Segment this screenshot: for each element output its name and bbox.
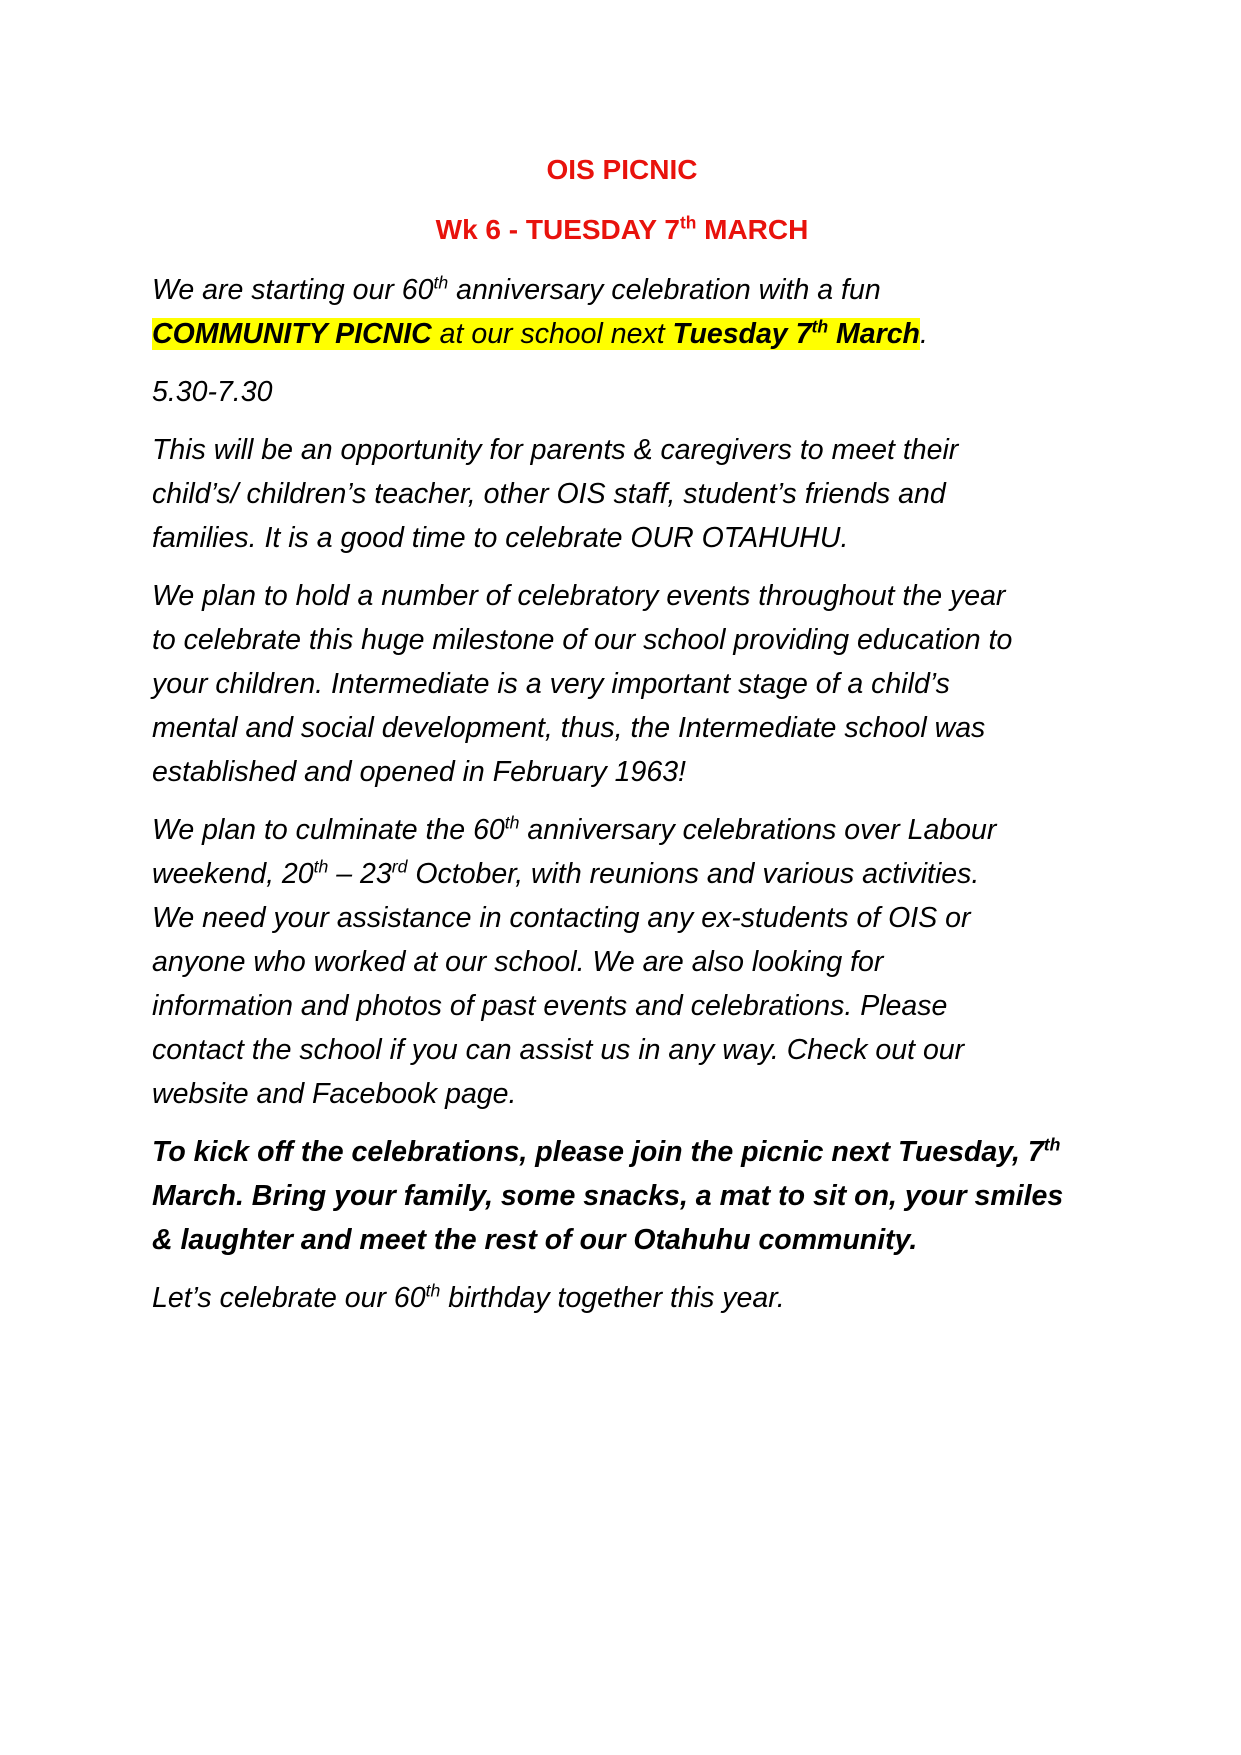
- highlight-date-sup: th: [811, 316, 829, 337]
- plan-line-4: mental and social development, thus, the Intermediate school was: [152, 712, 986, 744]
- culminate-line-2a: weekend, 20: [152, 858, 314, 890]
- plan-line-3: your children. Intermediate is a very important stage of a child’s: [152, 668, 950, 700]
- culminate-line-5: information and photos of past events and celebrations. Please: [152, 990, 948, 1022]
- intro-paragraph: [152, 268, 1092, 356]
- document-page: [152, 150, 1092, 1320]
- kickoff-paragraph: [152, 1130, 1092, 1262]
- date-heading-sup: th: [679, 212, 697, 233]
- plan-line-2: to celebrate this huge milestone of our school providing education to: [152, 624, 1013, 656]
- highlighted-announcement: [152, 318, 920, 350]
- highlight-date-suffix: March: [828, 318, 920, 350]
- kickoff-line-3: & laughter and meet the rest of our Otahuhu community.: [152, 1224, 918, 1256]
- event-time: 5.30-7.30: [152, 376, 273, 408]
- culminate-line-4: anyone who worked at our school. We are also looking for: [152, 946, 884, 978]
- culminate-line-3: We need your assistance in contacting any ex-students of OIS or: [152, 902, 971, 934]
- intro-sup-1: th: [433, 272, 449, 293]
- plan-line-5: established and opened in February 1963!: [152, 756, 686, 788]
- intro-text-2: anniversary celebration with a fun: [448, 274, 881, 306]
- closing-sup: th: [425, 1280, 441, 1301]
- opportunity-paragraph: [152, 428, 1092, 560]
- opportunity-line-3: families. It is a good time to celebrate OUR OTAHUHU.: [152, 522, 849, 554]
- community-picnic-text: COMMUNITY PICNIC: [152, 318, 432, 350]
- culminate-line-1b: anniversary celebrations over Labour: [519, 814, 997, 846]
- closing-paragraph: [152, 1276, 1092, 1320]
- highlight-mid-text: at our school next: [431, 318, 673, 350]
- closing-text-a: Let’s celebrate our 60: [152, 1282, 426, 1314]
- culminate-line-2c: October, with reunions and various activities.: [407, 858, 980, 890]
- culminate-line-1a: We plan to culminate the 60: [152, 814, 505, 846]
- intro-text-1: We are starting our 60: [152, 274, 434, 306]
- kickoff-sup: th: [1043, 1134, 1061, 1155]
- plan-line-1: We plan to hold a number of celebratory events throughout the year: [152, 580, 1006, 612]
- event-date-heading: [152, 210, 1092, 250]
- plan-paragraph: [152, 574, 1092, 794]
- culminate-sup-3: rd: [391, 856, 408, 877]
- opportunity-line-2: child’s/ children’s teacher, other OIS staff, student’s friends and: [152, 478, 946, 510]
- culminate-paragraph: [152, 808, 1092, 1116]
- document-title: [152, 150, 1092, 190]
- intro-end: .: [919, 318, 928, 350]
- kickoff-line-2: March. Bring your family, some snacks, a mat to sit on, your smiles: [152, 1180, 1064, 1212]
- date-heading-text: Wk 6 - TUESDAY 7: [435, 214, 680, 245]
- culminate-sup-2: th: [313, 856, 329, 877]
- title-text: OIS PICNIC: [546, 154, 698, 185]
- culminate-line-6: contact the school if you can assist us in any way. Check out our: [152, 1034, 965, 1066]
- highlight-date-text: Tuesday 7: [672, 318, 812, 350]
- opportunity-line-1: This will be an opportunity for parents & caregivers to meet their: [152, 434, 959, 466]
- time-paragraph: [152, 370, 1092, 414]
- culminate-sup-1: th: [504, 812, 520, 833]
- culminate-line-2b: – 23: [328, 858, 392, 890]
- closing-text-b: birthday together this year.: [440, 1282, 785, 1314]
- culminate-line-7: website and Facebook page.: [152, 1078, 517, 1110]
- kickoff-line-1: To kick off the celebrations, please join the picnic next Tuesday, 7: [152, 1136, 1044, 1168]
- date-heading-suffix: MARCH: [696, 214, 809, 245]
